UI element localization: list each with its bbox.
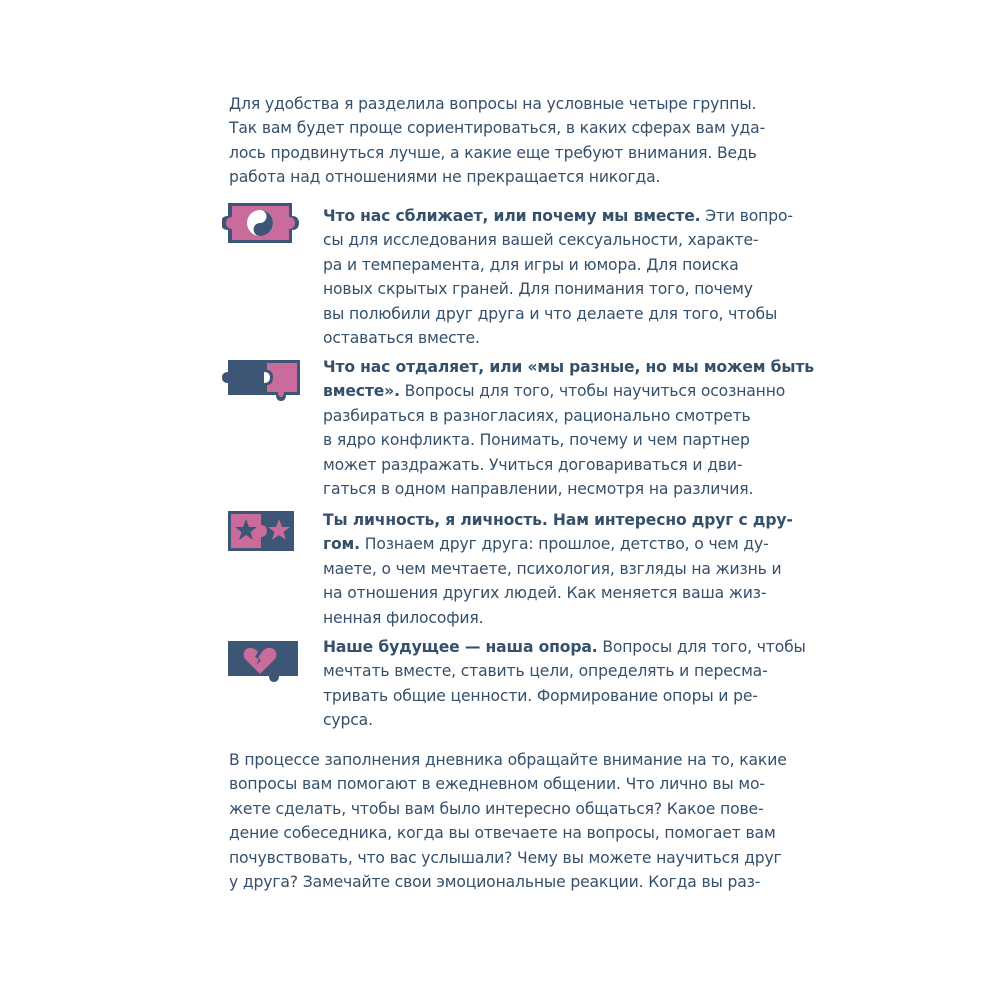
group-line: разбираться в разногласиях, рационально смотреть bbox=[323, 406, 751, 425]
intro-paragraph bbox=[229, 92, 765, 190]
group-line: ра и темперамента, для игры и юмора. Для поиска bbox=[323, 255, 739, 274]
outro-line: В процессе заполнения дневника обращайте внимание на то, какие bbox=[229, 751, 787, 769]
intro-line: лось продвинуться лучше, а какие еще требуют внимания. Ведь bbox=[229, 143, 757, 162]
group-description-distance bbox=[323, 355, 814, 501]
group-line: оставаться вместе. bbox=[323, 328, 480, 347]
outro-line: дение собеседника, когда вы отвечаете на вопросы, помогает вам bbox=[229, 824, 776, 843]
group-description-closeness bbox=[323, 204, 793, 350]
outro-paragraph bbox=[229, 748, 787, 894]
group-description-future bbox=[323, 635, 806, 733]
intro-line: Так вам будет проще сориентироваться, в каких сферах вам уда- bbox=[229, 119, 766, 138]
group-line: на отношения других людей. Как меняется ваша жиз- bbox=[323, 584, 767, 603]
group-description-personality bbox=[323, 508, 793, 630]
group-line: гаться в одном направлении, несмотря на различия. bbox=[323, 479, 754, 498]
intro-line: работа над отношениями не прекращается никогда. bbox=[229, 168, 661, 187]
group-line: вы полюбили друг друга и что делаете для того, чтобы bbox=[323, 304, 778, 323]
group-line: вместе». Вопросы для того, чтобы научиться осознанно bbox=[323, 382, 786, 401]
group-line: новых скрытых граней. Для понимания того, почему bbox=[323, 280, 753, 299]
group-line: Что нас отдаляет, или «мы разные, но мы можем быть bbox=[323, 358, 814, 376]
group-line: Ты личность, я личность. Нам интересно друг с дру- bbox=[323, 511, 793, 529]
group-line: гом. Познаем друг друга: прошлое, детство, о чем ду- bbox=[323, 535, 769, 554]
group-line: ненная философия. bbox=[323, 608, 484, 627]
group-line: Наше будущее — наша опора. Вопросы для того, чтобы bbox=[323, 638, 806, 656]
group-line: сурса. bbox=[323, 711, 373, 730]
group-line: мечтать вместе, ставить цели, определять и пересма- bbox=[323, 662, 768, 681]
group-line: Что нас сближает, или почему мы вместе. Эти вопро- bbox=[323, 207, 793, 225]
outro-line: почувствовать, что вас услышали? Чему вы можете научиться друг bbox=[229, 848, 782, 867]
outro-line: у друга? Замечайте свои эмоциональные реакции. Когда вы раз- bbox=[229, 872, 761, 891]
group-line: может раздражать. Учиться договариваться и дви- bbox=[323, 455, 743, 474]
outro-line: жете сделать, чтобы вам было интересно общаться? Какое пове- bbox=[229, 799, 764, 818]
group-line: тривать общие ценности. Формирование опоры и ре- bbox=[323, 686, 758, 705]
yin-yang-puzzle-icon bbox=[222, 200, 302, 246]
group-line: сы для исследования вашей сексуальности, характе- bbox=[323, 231, 759, 250]
outro-line: вопросы вам помогают в ежедневном общении. Что лично вы мо- bbox=[229, 775, 765, 794]
group-line: в ядро конфликта. Понимать, почему и чем партнер bbox=[323, 431, 750, 450]
group-line: маете, о чем мечтаете, психология, взгляды на жизнь и bbox=[323, 559, 782, 578]
puzzle-pieces-icon bbox=[222, 355, 302, 401]
intro-line: Для удобства я разделила вопросы на условные четыре группы. bbox=[229, 95, 757, 113]
two-stars-puzzle-icon bbox=[222, 508, 302, 554]
puzzle-heart-icon bbox=[222, 638, 302, 684]
